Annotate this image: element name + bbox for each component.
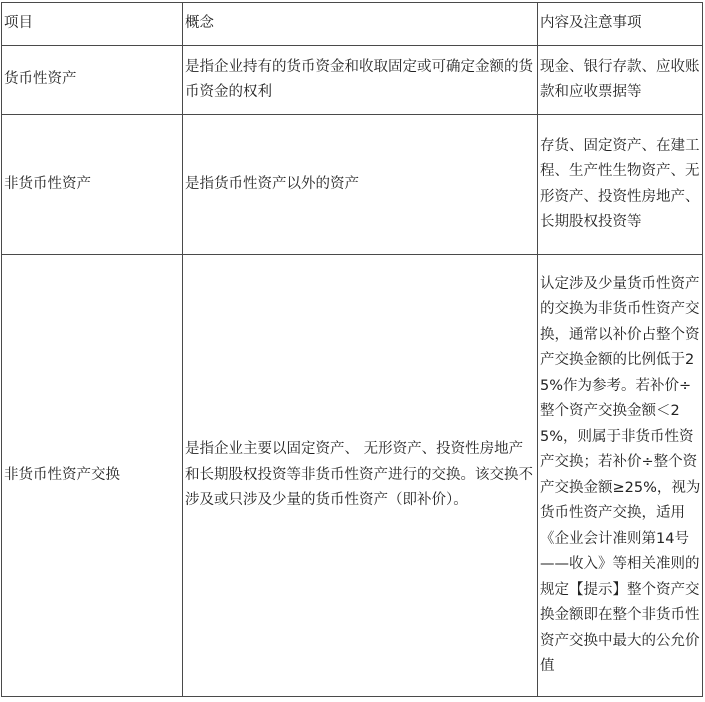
header-notes: 内容及注意事项: [538, 3, 703, 46]
row-concept: 是指货币性资产以外的资产: [183, 115, 538, 255]
row-item: 非货币性资产: [2, 115, 183, 255]
row-concept: 是指企业持有的货币资金和收取固定或可确定金额的货币资金的权利: [183, 46, 538, 115]
row-item: 非货币性资产交换: [2, 255, 183, 697]
header-concept: 概念: [183, 3, 538, 46]
table-row: [2, 115, 703, 255]
row-notes: 认定涉及少量货币性资产的交换为非货币性资产交换，通常以补价占整个资产交换金额的比例低于25%作为参考。若补价÷整个资产交换金额＜25%，则属于非货币性资产交换；若补价÷整个资产交换金额≥25%，视为货币性资产交换，适用《企业会计准则第14号——收入》等相关准则的规定【提示】整个资产交换金额即在整个非货币性资产交换中最大的公允价值: [538, 255, 703, 697]
header-item: 项目: [2, 3, 183, 46]
row-notes: 存货、固定资产、在建工程、生产性生物资产、无形资产、投资性房地产、长期股权投资等: [538, 115, 703, 255]
comparison-table: [1, 2, 703, 697]
header-row: [2, 3, 703, 46]
row-item: 货币性资产: [2, 46, 183, 115]
row-notes: 现金、银行存款、应收账款和应收票据等: [538, 46, 703, 115]
table-row: [2, 255, 703, 697]
row-concept: 是指企业主要以固定资产、 无形资产、投资性房地产和长期股权投资等非货币性资产进行的交换。该交换不涉及或只涉及少量的货币性资产（即补价）。: [183, 255, 538, 697]
table-row: [2, 46, 703, 115]
